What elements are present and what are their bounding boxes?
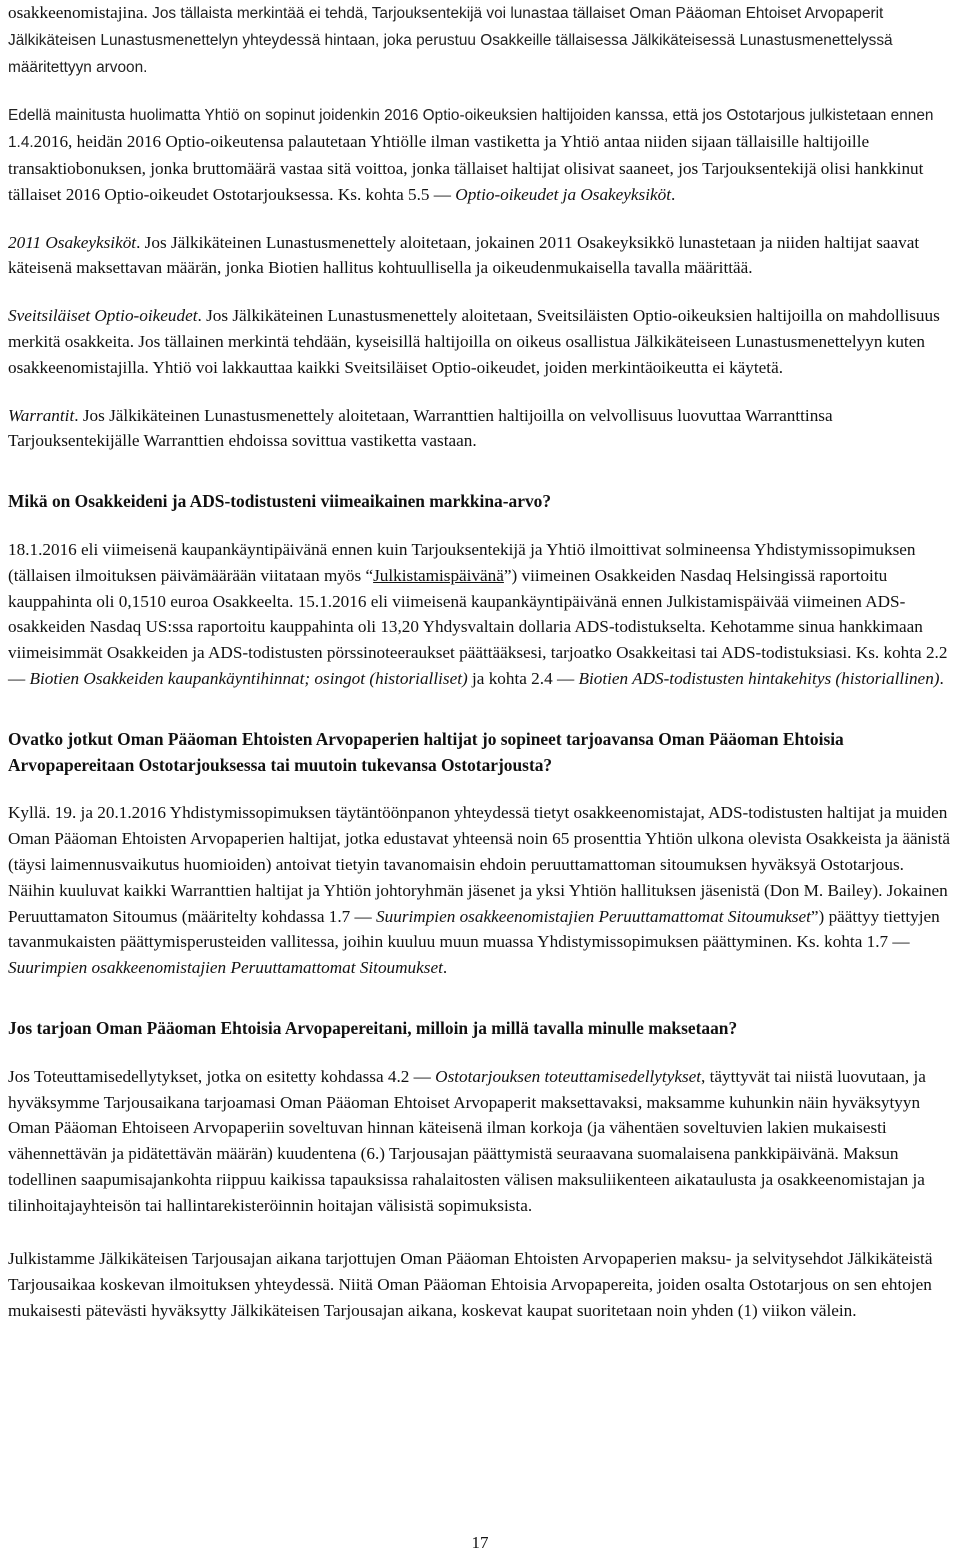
paragraph-edella	[8, 102, 954, 207]
maksu-text-2: , täyttyvät tai niistä luovutaan, ja hyväksymme Tarjousaikana tarjoamasi Oman Pääoman Ehtoiset Arvopaperit maksettavaksi, maksamme kuhunkin näin hyväksytyyn Oman Pääoman Ehtoiseen Arvopaperiin soveltuvan hinnan käteisenä ilman korkoja (ja vähentäen soveltuvien lakien mukaisesti vähennettävän ja pidätettävän määrän) kuudentena (6.) Tarjousajan päättymistä seuraavana suomalaisena pankkipäivänä. Maksun todellinen saapumisajankohta riippuu kaikissa tapauksissa rahalaitosten välisen maksuliikenteen aikataulusta ja osakkeenomistajan ja tilinhoitajayhteisön tai hallintarekisteröinnin hoitajan välisistä sopimuksista.	[8, 1066, 926, 1215]
intro-text: Jos tällaista merkintää ei tehdä, Tarjouksentekijä voi lunastaa tällaiset Oman Pääoman Ehtoiset Arvopaperit Jälkikäteisen Lunastusmenettelyn yhteydessä hintaan, joka perustuu Osakkeille tällaisessa Jälkikäteisessä Lunastusmenettelyssä määritettyyn arvoon.	[8, 5, 893, 76]
edella-section-reference: Optio-oikeudet ja Osakeyksiköt	[455, 184, 672, 204]
maksu-text-1: Jos Toteuttamisedellytykset, jotka on esitetty kohdassa 4.2 —	[8, 1066, 436, 1086]
osakeyksikot-lead: 2011 Osakeyksiköt	[8, 232, 137, 252]
edella-text-start: Edellä mainitusta huolimatta Yhtiö on sopinut joidenkin 2016 Optio-oikeuksien haltijoiden kanssa, että jos Ostotarjous julkistetaan ennen 1.4.	[8, 107, 934, 152]
markkina-reference-1: Biotien Osakkeiden kaupankäyntihinnat; osingot (historialliset)	[29, 668, 468, 688]
paragraph-warrantit	[8, 403, 954, 455]
paragraph-julkistamme: Julkistamme Jälkikäteisen Tarjousajan aikana tarjottujen Oman Pääoman Ehtoisten Arvopaperien maksu- ja selvitysehdot Jälkikäteistä Tarjousaikaa koskevan ilmoituksen yhteydessä. Niitä Oman Pääoman Ehtoisia Arvopapereita, joiden osalta Ostotarjous on sen ehtojen mukaisesti pätevästi hyväksytty Jälkikäteisen Tarjousajan aikana, koskevat kaupat suoritetaan noin yhden (1) viikon välein.	[8, 1249, 933, 1321]
sitoumus-text-2: ”) päättyy tiettyjen tavanmukaisten päättymisperusteiden vallitessa, joihin kuuluu muun muassa Yhdistymissopimuksen päättyminen. Ks. kohta 1.7 —	[8, 906, 940, 952]
edella-text-end: .	[671, 184, 676, 204]
sitoumus-reference-1: Suurimpien osakkeenomistajien Peruuttamattomat Sitoumukset	[376, 906, 811, 926]
sveitsilaiset-text: . Jos Jälkikäteinen Lunastusmenettely aloitetaan, Sveitsiläisten Optio-oikeuksien haltijoilla on mahdollisuus merkitä osakkeita. Jos tällainen merkintä tehdään, kyseisillä haltijoilla on oikeus osallistua Jälkikäteiseen Lunastusmenettelyyn kuten osakkeenomistajilla. Yhtiö voi lakkauttaa kaikki Sveitsiläiset Optio-oikeudet, joiden merkintäoikeutta ei käytetä.	[8, 306, 940, 377]
sitoumus-text-1: Kyllä. 19. ja 20.1.2016 Yhdistymissopimuksen täytäntöönpanon yhteydessä tietyt osakkeenomistajat, ADS-todistusten haltijat ja muiden Oman Pääoman Ehtoisten Arvopaperien haltijat, jotka edustavat yhteensä noin 65 prosenttia Yhtiön ulkona olevista Osakkeista ja äänistä (täysi laimennusvaikutus huomioiden) antoivat tietyin tavanomaisin ehdoin peruuttamattoman sitoumuksen hyväksyä Ostotarjous. Näihin kuuluvat kaikki Warranttien haltijat ja Yhtiön johtoryhmän jäsenet ja yksi Yhtiön hallituksen jäsenistä (Don M. Bailey). Jokainen Peruuttamaton Sitoumus (määritelty kohdassa 1.7 —	[8, 803, 951, 926]
paragraph-maksu	[8, 1064, 954, 1219]
heading-sitoumukset: Ovatko jotkut Oman Pääoman Ehtoisten Arvopaperien haltijat jo sopineet tarjoavansa Oman Pääoman Ehtoisia Arvopapereitaan Ostotarjouksessa tai muutoin tukevansa Ostotarjousta?	[8, 728, 844, 775]
paragraph-sitoumukset	[8, 800, 954, 981]
paragraph-sveitsilaiset-optiot	[8, 303, 954, 380]
sitoumus-text-3: .	[442, 958, 448, 978]
sveitsilaiset-lead: Sveitsiläiset Optio-oikeudet	[8, 306, 198, 326]
markkina-text-1: 18.1.2016 eli viimeisenä kaupankäyntipäivänä ennen kuin Tarjouksentekijä ja Yhtiö ilmoittivat solmineensa Yhdistymissopimuksen (tällaisen ilmoituksen päivämäärään viitataan myös “	[8, 539, 916, 585]
edella-text: 2016, heidän 2016 Optio-oikeutensa palautetaan Yhtiölle ilman vastiketta ja Yhtiö antaa niiden sijaan tällaisille haltijoille transaktiobonuksen, jonka bruttomäärä vastaa sitä voittoa, jonka tällaiset haltijat olisivat saaneet, jos Tarjouksentekijä olisi hankkinut tällaiset 2016 Optio-oikeudet Ostotarjouksessa. Ks. kohta 5.5 —	[8, 132, 924, 204]
markkina-reference-2: Biotien ADS-todistusten hintakehitys (historiallinen)	[578, 668, 940, 688]
heading-maksu: Jos tarjoan Oman Pääoman Ehtoisia Arvopapereitani, milloin ja millä tavalla minulle maksetaan?	[8, 1017, 738, 1038]
sitoumus-reference-2: Suurimpien osakkeenomistajien Peruuttamattomat Sitoumukset	[8, 958, 443, 978]
warrantit-text: . Jos Jälkikäteinen Lunastusmenettely aloitetaan, Warranttien haltijoilla on velvollisuus luovuttaa Warranttinsa Tarjouksentekijälle Warranttien ehdoissa sovittua vastiketta vastaan.	[8, 405, 833, 451]
paragraph-2011-osakeyksikot	[8, 230, 954, 282]
markkina-text-3: ja kohta 2.4 —	[467, 668, 579, 688]
markkina-text-2: ”) viimeinen Osakkeiden Nasdaq Helsingissä raportoitu kauppahinta oli 0,1510 euroa Osakkeelta. 15.1.2016 eli viimeisenä kaupankäyntipäivänä ennen Julkistamispäivää viimeinen ADS-osakkeiden Nasdaq US:ssa raportoitu kauppahinta oli 13,20 Yhdysvaltain dollaria ADS-todistukselta. Kehotamme sinua hankkimaan viimeisimmät Osakkeiden ja ADS-todistusten pörssinoteeraukset päättääksesi, tarjoatko Osakkeitasi tai ADS-todistuksiasi. Ks. kohta 2.2 —	[8, 565, 948, 688]
heading-markkina-arvo: Mikä on Osakkeideni ja ADS-todistusteni viimeaikainen markkina-arvo?	[8, 491, 552, 512]
julkistamispaiva-term: Julkistamispäivänä	[373, 565, 504, 585]
warrantit-lead: Warrantit	[8, 405, 75, 425]
osakeyksikot-text: . Jos Jälkikäteinen Lunastusmenettely aloitetaan, jokainen 2011 Osakeyksikkö lunastetaan ja niiden haltijat saavat käteisenä maksettavan määrän, jonka Biotien hallitus kohtuullisella ja oikeudenmukaisella tavalla määrittää.	[8, 232, 920, 278]
intro-text-continuation: osakkeenomistajina.	[8, 3, 153, 22]
markkina-text-4: .	[939, 668, 944, 688]
page-number: 17	[471, 1533, 489, 1552]
document-page	[8, 0, 954, 1324]
paragraph-markkina-arvo	[8, 537, 954, 692]
maksu-reference: Ostotarjouksen toteuttamisedellytykset	[435, 1066, 702, 1086]
paragraph-intro	[8, 0, 954, 80]
